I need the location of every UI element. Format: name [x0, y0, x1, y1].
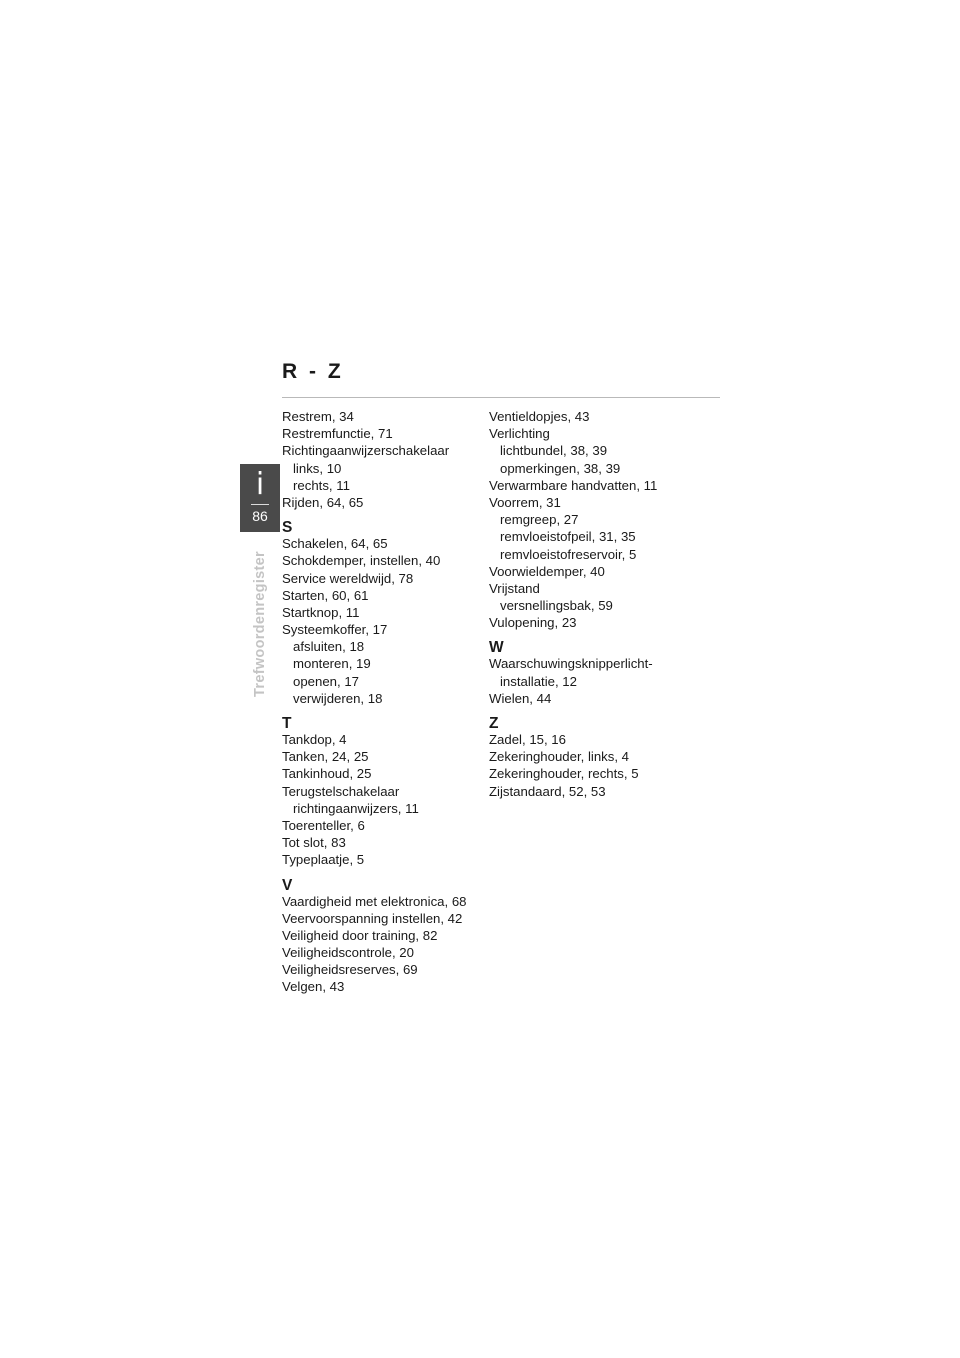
index-entry: Veiligheidsreserves, 69: [282, 962, 418, 978]
index-entry: Schakelen, 64, 65: [282, 536, 388, 552]
index-entry: Tankinhoud, 25: [282, 766, 372, 782]
index-entry: Schokdemper, instellen, 40: [282, 553, 441, 569]
info-i-icon: i: [255, 467, 265, 502]
index-subentry: afsluiten, 18: [293, 639, 365, 655]
index-entry: Toerenteller, 6: [282, 817, 365, 833]
index-subentry: versnellingsbak, 59: [500, 598, 613, 614]
index-entry: Zijstandaard, 52, 53: [489, 783, 606, 799]
page-title: R - Z: [282, 360, 344, 383]
index-entry: Startknop, 11: [282, 604, 360, 620]
index-subentry: remvloeistofpeil, 31, 35: [500, 529, 636, 545]
heading-divider: [282, 397, 720, 398]
index-entry: Ventieldopjes, 43: [489, 409, 590, 424]
index-letter-heading: T: [282, 715, 292, 732]
index-entry: Wielen, 44: [489, 690, 552, 706]
index-entry: Veiligheidscontrole, 20: [282, 945, 414, 961]
index-entry: Richtingaanwijzerschakelaar: [282, 443, 450, 459]
index-entry: Tot slot, 83: [282, 835, 346, 851]
index-letter-heading: V: [282, 876, 293, 894]
index-subentry: remvloeistofreservoir, 5: [500, 546, 637, 562]
index-entry: Vaardigheid met elektronica, 68: [282, 893, 467, 909]
index-subentry: links, 10: [293, 460, 342, 476]
index-entry: Vrijstand: [489, 580, 540, 596]
index-subentry: installatie, 12: [500, 673, 577, 689]
index-subentry: rechts, 11: [293, 477, 350, 493]
index-entry: Tanken, 24, 25: [282, 749, 369, 765]
index-entry: Service wereldwijd, 78: [282, 570, 414, 586]
index-subentry: lichtbundel, 38, 39: [500, 443, 608, 459]
index-entry: Terugstelschakelaar: [282, 783, 400, 799]
index-entry: Zekeringhouder, links, 4: [489, 749, 630, 765]
index-subentry: opmerkingen, 38, 39: [500, 460, 621, 476]
index-entry: Zekeringhouder, rechts, 5: [489, 766, 639, 782]
index-entry: Voorwieldemper, 40: [489, 563, 605, 579]
index-subentry: verwijderen, 18: [293, 690, 383, 706]
index-letter-heading: Z: [489, 715, 499, 732]
index-entry: Veiligheid door training, 82: [282, 927, 438, 943]
index-subentry: remgreep, 27: [500, 512, 579, 528]
index-subentry: monteren, 19: [293, 656, 371, 672]
index-entry: Restrem, 34: [282, 409, 354, 424]
index-entry: Veervoorspanning instellen, 42: [282, 910, 463, 926]
index-entry: Rijden, 64, 65: [282, 494, 364, 510]
page-number: 86: [252, 508, 268, 524]
index-subentry: openen, 17: [293, 673, 360, 689]
index-entry: Zadel, 15, 16: [489, 732, 566, 747]
index-entry: Tankdop, 4: [282, 732, 347, 747]
chapter-tab: [240, 464, 280, 532]
index-entry: Verwarmbare handvatten, 11: [489, 477, 658, 493]
index-entry: Verlichting: [489, 426, 550, 442]
index-entry: Waarschuwingsknipperlicht-: [489, 656, 653, 672]
index-entry: Voorrem, 31: [489, 494, 561, 510]
index-letter-heading: S: [282, 519, 293, 537]
index-entry: Systeemkoffer, 17: [282, 622, 388, 638]
index-entry: Vulopening, 23: [489, 615, 577, 631]
index-entry: Restremfunctie, 71: [282, 426, 393, 442]
index-subentry: richtingaanwijzers, 11: [293, 800, 419, 816]
index-entry: Starten, 60, 61: [282, 587, 369, 603]
tab-divider: [251, 504, 269, 505]
index-entry: Velgen, 43: [282, 979, 345, 995]
index-column-right: [489, 408, 689, 800]
section-label-vertical: Trefwoordenregister: [252, 551, 268, 697]
index-entry: Typeplaatje, 5: [282, 852, 365, 868]
index-column-left: [282, 408, 482, 996]
index-letter-heading: W: [489, 639, 504, 657]
